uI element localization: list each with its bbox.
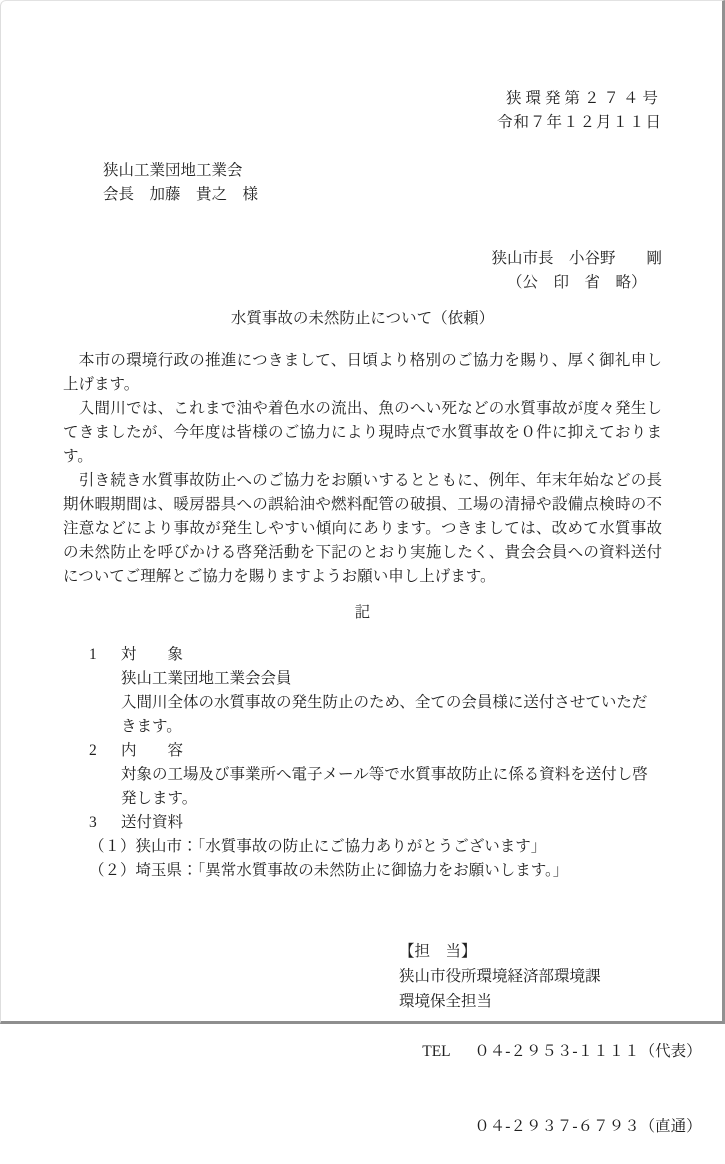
tel-number-main: ０４-２９５３-１１１１（代表）: [474, 1043, 702, 1060]
ki-marker: 記: [354, 604, 371, 621]
addressee-person: 会長 加藤 貴之 様: [103, 186, 259, 203]
addressee-organization: 狭山工業団地工業会: [103, 162, 243, 179]
list-item-target: [63, 643, 662, 667]
contact-block: [63, 939, 702, 1164]
body-text: [63, 349, 662, 589]
item-number: 1: [89, 646, 97, 663]
item-detail: 対象の工場及び事業所へ電子メール等で水質事故防止に係る資料を送付し啓発します。: [121, 766, 648, 807]
itemized-list: [63, 643, 662, 883]
contact-tel-direct: [399, 1089, 702, 1164]
attachment-saitama: （２）埼玉県：「異常水質事故の未然防止に御協力をお願いします。」: [89, 862, 569, 879]
list-item-materials: [63, 811, 662, 835]
document-meta: [63, 87, 662, 135]
document-title: 水質事故の未然防止について（依頼）: [230, 310, 495, 327]
item-number: 3: [89, 814, 97, 831]
paragraph-greeting: 本市の環境行政の推進につきまして、日頃より格別のご協力を賜り、厚く御礼申し上げます。: [63, 352, 662, 393]
item-label: 内 容: [121, 742, 184, 759]
sender-name: 狭山市長 小谷野 剛: [491, 250, 662, 267]
item-label: 対 象: [121, 646, 184, 663]
contact-section: 環境保全担当: [399, 993, 493, 1010]
list-item-content: [63, 739, 662, 763]
item-number: 2: [89, 742, 97, 759]
document-date: 令和７年１２月１１日: [496, 114, 662, 131]
paragraph-request: 引き続き水質事故防止へのご協力をお願いするとともに、例年、年末年始などの長期休暇期間は、暖房器具への誤給油や燃料配管の破損、工場の清掃や設備点検時の不注意などにより事故が発生しやすい傾向にあります。つきましては、改めて水質事故の未然防止を呼びかける啓発活動を下記のとおり実施したく、貴会会員への資料送付についてご理解とご協力を賜りますようお願い申し上げます。: [63, 472, 662, 585]
sender-seal-note: （公 印 省 略）: [506, 274, 647, 291]
item-detail: 入間川全体の水質事故の発生防止のため、全ての会員様に送付させていただきます。: [121, 694, 648, 735]
item-label: 送付資料: [121, 814, 184, 831]
contact-heading: 【担 当】: [399, 943, 477, 960]
attachment-sayama: （１）狭山市：「水質事故の防止にご協力ありがとうございます」: [89, 838, 547, 855]
paragraph-status: 入間川では、これまで油や着色水の流出、魚のへい死などの水質事故が度々発生してきましたが、今年度は皆様のご協力により現時点で水質事故を０件に抑えております。: [63, 400, 662, 465]
sender-block: [63, 247, 662, 295]
addressee-block: [63, 159, 662, 207]
tel-label: TEL: [422, 1043, 451, 1060]
contact-tel-main: [399, 1014, 702, 1089]
document-number: 狭環発第２７４号: [505, 90, 662, 107]
item-detail: 狭山工業団地工業会会員: [121, 670, 292, 687]
sender-inner: [491, 247, 662, 295]
tel-number-direct: ０４-２９３７-６７９３（直通）: [474, 1118, 702, 1135]
contact-office: 狭山市役所環境経済部環境課: [399, 968, 601, 985]
